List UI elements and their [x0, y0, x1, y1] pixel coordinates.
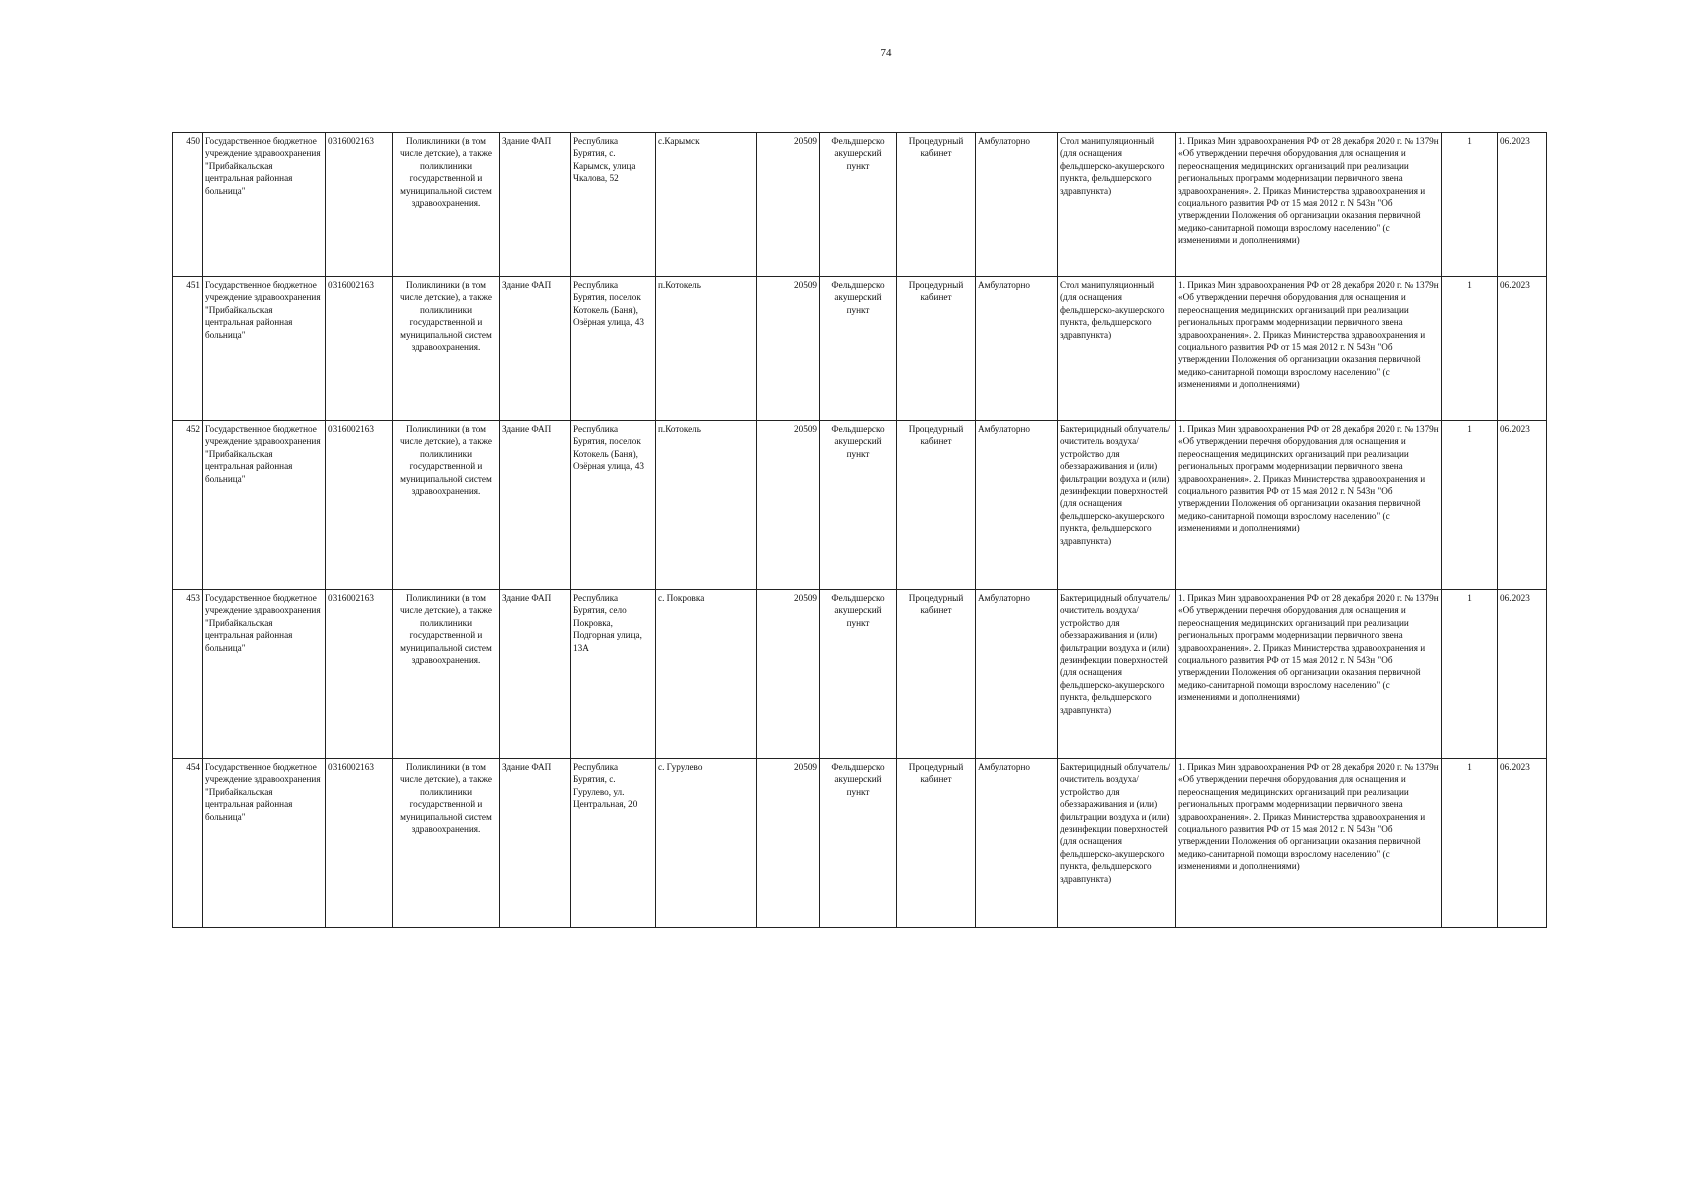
- organization-name: Государственное бюджетное учреждение здравоохранения "Прибайкальская центральная районная больница": [203, 590, 326, 759]
- legal-basis: 1. Приказ Мин здравоохранения РФ от 28 декабря 2020 г. № 1379н «Об утверждении перечня оборудования для оснащения и переоснащения медицинских организаций при реализации региональных программ модернизации первичного звена здравоохранения». 2. Приказ Министерства здравоохранения и социального развития РФ от 15 мая 2012 г. N 543н "Об утверждении Положения об организации оказания первичной медико-санитарной помощи взрослому населению" (с изменениями и дополнениями): [1176, 421, 1442, 590]
- locality: с.Карымск: [656, 133, 757, 277]
- organization-inn: 0316002163: [326, 277, 393, 421]
- quantity: 1: [1442, 759, 1498, 928]
- building: Здание ФАП: [500, 590, 571, 759]
- table-row: [173, 133, 1547, 277]
- room: Процедурный кабинет: [897, 421, 976, 590]
- building: Здание ФАП: [500, 277, 571, 421]
- equipment: Стол манипуляционный (для оснащения фельдшерско-акушерского пункта, фельдшерского здравпункта): [1058, 133, 1176, 277]
- date: 06.2023: [1498, 590, 1547, 759]
- facility-type: Поликлиники (в том числе детские), а также поликлиники государственной и муниципальной систем здравоохранения.: [393, 133, 500, 277]
- address: Республика Бурятия, с. Гурулево, ул. Центральная, 20: [571, 759, 656, 928]
- date: 06.2023: [1498, 421, 1547, 590]
- code: 20509: [757, 759, 820, 928]
- unit: Фельдшерско акушерский пункт: [820, 759, 897, 928]
- organization-inn: 0316002163: [326, 133, 393, 277]
- unit: Фельдшерско акушерский пункт: [820, 590, 897, 759]
- legal-basis: 1. Приказ Мин здравоохранения РФ от 28 декабря 2020 г. № 1379н «Об утверждении перечня оборудования для оснащения и переоснащения медицинских организаций при реализации региональных программ модернизации первичного звена здравоохранения». 2. Приказ Министерства здравоохранения и социального развития РФ от 15 мая 2012 г. N 543н "Об утверждении Положения об организации оказания первичной медико-санитарной помощи взрослому населению" (с изменениями и дополнениями): [1176, 277, 1442, 421]
- table-row: [173, 759, 1547, 928]
- room: Процедурный кабинет: [897, 590, 976, 759]
- care-mode: Амбулаторно: [976, 421, 1058, 590]
- organization-name: Государственное бюджетное учреждение здравоохранения "Прибайкальская центральная районная больница": [203, 759, 326, 928]
- quantity: 1: [1442, 421, 1498, 590]
- unit: Фельдшерско акушерский пункт: [820, 133, 897, 277]
- organization-inn: 0316002163: [326, 759, 393, 928]
- equipment: Бактерицидный облучатель/очиститель воздуха/устройство для обеззараживания и (или) фильтрации воздуха и (или) дезинфекции поверхностей (для оснащения фельдшерско-акушерского пункта, фельдшерского здравпункта): [1058, 590, 1176, 759]
- row-number: 450: [173, 133, 203, 277]
- date: 06.2023: [1498, 133, 1547, 277]
- quantity: 1: [1442, 277, 1498, 421]
- unit: Фельдшерско акушерский пункт: [820, 421, 897, 590]
- locality: п.Котокель: [656, 277, 757, 421]
- row-number: 454: [173, 759, 203, 928]
- row-number: 451: [173, 277, 203, 421]
- quantity: 1: [1442, 133, 1498, 277]
- facility-type: Поликлиники (в том числе детские), а также поликлиники государственной и муниципальной систем здравоохранения.: [393, 759, 500, 928]
- quantity: 1: [1442, 590, 1498, 759]
- table-row: [173, 421, 1547, 590]
- building: Здание ФАП: [500, 133, 571, 277]
- page-number: 74: [880, 47, 892, 59]
- care-mode: Амбулаторно: [976, 590, 1058, 759]
- building: Здание ФАП: [500, 759, 571, 928]
- organization-name: Государственное бюджетное учреждение здравоохранения "Прибайкальская центральная районная больница": [203, 421, 326, 590]
- care-mode: Амбулаторно: [976, 133, 1058, 277]
- equipment: Стол манипуляционный (для оснащения фельдшерско-акушерского пункта, фельдшерского здравпункта): [1058, 277, 1176, 421]
- organization-inn: 0316002163: [326, 590, 393, 759]
- code: 20509: [757, 421, 820, 590]
- equipment: Бактерицидный облучатель/очиститель воздуха/устройство для обеззараживания и (или) фильтрации воздуха и (или) дезинфекции поверхностей (для оснащения фельдшерско-акушерского пункта, фельдшерского здравпункта): [1058, 421, 1176, 590]
- row-number: 452: [173, 421, 203, 590]
- date: 06.2023: [1498, 759, 1547, 928]
- facility-type: Поликлиники (в том числе детские), а также поликлиники государственной и муниципальной систем здравоохранения.: [393, 590, 500, 759]
- locality: с. Покровка: [656, 590, 757, 759]
- address: Республика Бурятия, поселок Котокель (Баня), Озёрная улица, 43: [571, 421, 656, 590]
- facility-type: Поликлиники (в том числе детские), а также поликлиники государственной и муниципальной систем здравоохранения.: [393, 421, 500, 590]
- address: Республика Бурятия, с. Карымск, улица Чкалова, 52: [571, 133, 656, 277]
- code: 20509: [757, 277, 820, 421]
- date: 06.2023: [1498, 277, 1547, 421]
- table-row: [173, 590, 1547, 759]
- organization-name: Государственное бюджетное учреждение здравоохранения "Прибайкальская центральная районная больница": [203, 133, 326, 277]
- room: Процедурный кабинет: [897, 133, 976, 277]
- equipment-registry-table: [172, 132, 1547, 928]
- row-number: 453: [173, 590, 203, 759]
- code: 20509: [757, 590, 820, 759]
- care-mode: Амбулаторно: [976, 277, 1058, 421]
- room: Процедурный кабинет: [897, 759, 976, 928]
- building: Здание ФАП: [500, 421, 571, 590]
- equipment: Бактерицидный облучатель/очиститель воздуха/устройство для обеззараживания и (или) фильтрации воздуха и (или) дезинфекции поверхностей (для оснащения фельдшерско-акушерского пункта, фельдшерского здравпункта): [1058, 759, 1176, 928]
- table-row: [173, 277, 1547, 421]
- facility-type: Поликлиники (в том числе детские), а также поликлиники государственной и муниципальной систем здравоохранения.: [393, 277, 500, 421]
- unit: Фельдшерско акушерский пункт: [820, 277, 897, 421]
- legal-basis: 1. Приказ Мин здравоохранения РФ от 28 декабря 2020 г. № 1379н «Об утверждении перечня оборудования для оснащения и переоснащения медицинских организаций при реализации региональных программ модернизации первичного звена здравоохранения». 2. Приказ Министерства здравоохранения и социального развития РФ от 15 мая 2012 г. N 543н "Об утверждении Положения об организации оказания первичной медико-санитарной помощи взрослому населению" (с изменениями и дополнениями): [1176, 759, 1442, 928]
- locality: с. Гурулево: [656, 759, 757, 928]
- address: Республика Бурятия, поселок Котокель (Баня), Озёрная улица, 43: [571, 277, 656, 421]
- care-mode: Амбулаторно: [976, 759, 1058, 928]
- organization-inn: 0316002163: [326, 421, 393, 590]
- room: Процедурный кабинет: [897, 277, 976, 421]
- organization-name: Государственное бюджетное учреждение здравоохранения "Прибайкальская центральная районная больница": [203, 277, 326, 421]
- code: 20509: [757, 133, 820, 277]
- locality: п.Котокель: [656, 421, 757, 590]
- legal-basis: 1. Приказ Мин здравоохранения РФ от 28 декабря 2020 г. № 1379н «Об утверждении перечня оборудования для оснащения и переоснащения медицинских организаций при реализации региональных программ модернизации первичного звена здравоохранения». 2. Приказ Министерства здравоохранения и социального развития РФ от 15 мая 2012 г. N 543н "Об утверждении Положения об организации оказания первичной медико-санитарной помощи взрослому населению" (с изменениями и дополнениями): [1176, 133, 1442, 277]
- legal-basis: 1. Приказ Мин здравоохранения РФ от 28 декабря 2020 г. № 1379н «Об утверждении перечня оборудования для оснащения и переоснащения медицинских организаций при реализации региональных программ модернизации первичного звена здравоохранения». 2. Приказ Министерства здравоохранения и социального развития РФ от 15 мая 2012 г. N 543н "Об утверждении Положения об организации оказания первичной медико-санитарной помощи взрослому населению" (с изменениями и дополнениями): [1176, 590, 1442, 759]
- address: Республика Бурятия, село Покровка, Подгорная улица, 13А: [571, 590, 656, 759]
